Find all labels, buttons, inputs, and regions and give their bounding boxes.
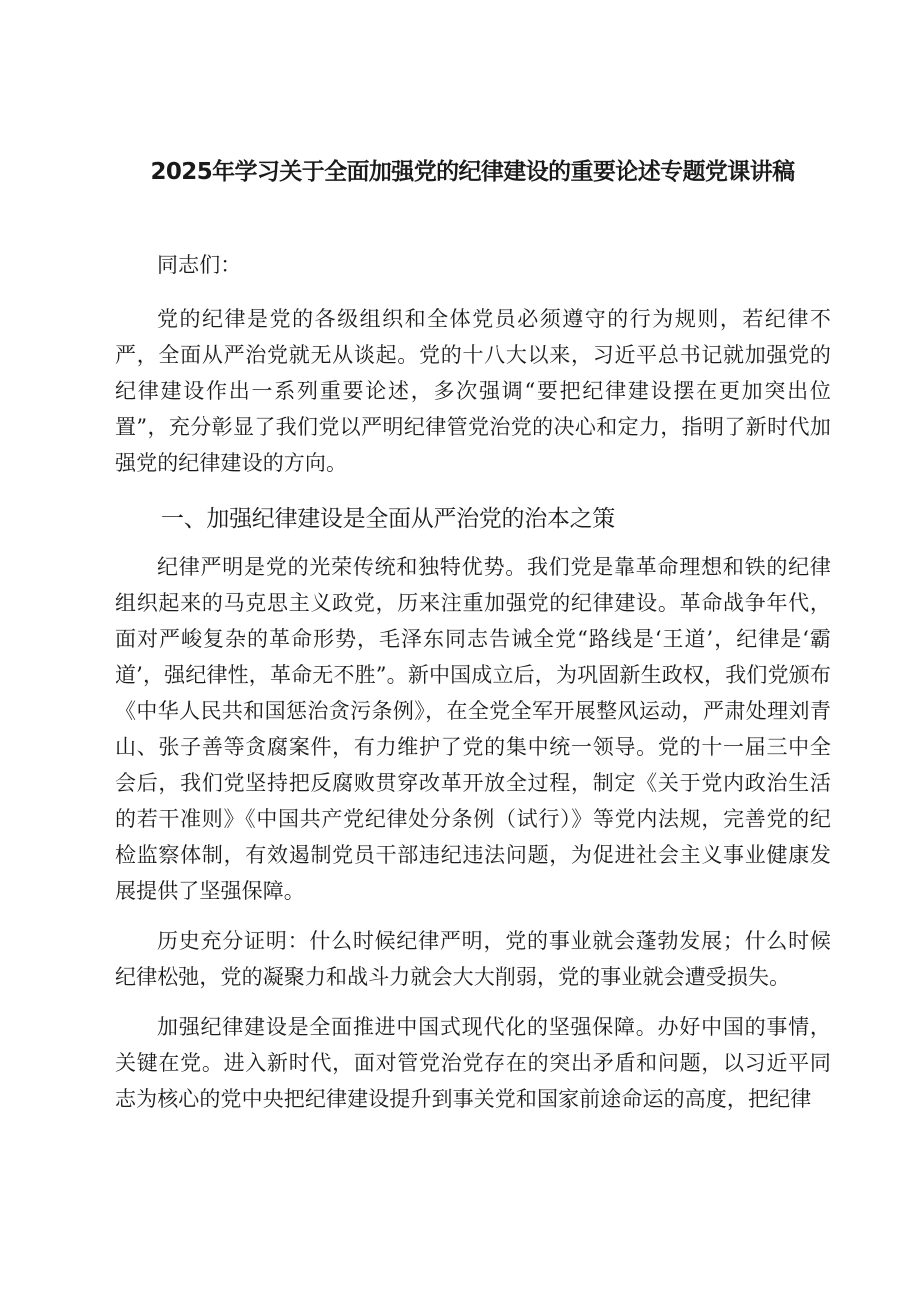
body-paragraph: 纪律严明是党的光荣传统和独特优势。我们党是靠革命理想和铁的纪律组织起来的马克思主义政党，历来注重加强党的纪律建设。革命战争年代，面对严峻复杂的革命形势，毛泽东同志告诫全党“路线是‘王道’，纪律是‘霸道’，强纪律性，革命无不胜”。新中国成立后，为巩固新生政权，我们党颁布《中华人民共和国惩治贪污条例》，在全党全军开展整风运动，严肃处理刘青山、张子善等贪腐案件，有力维护了党的集中统一领导。党的十一届三中全会后，我们党坚持把反腐败贯穿改革开放全过程，制定《关于党内政治生活的若干准则》《中国共产党纪律处分条例（试行）》等党内法规，完善党的纪检监察体制，有效遏制党员干部违纪违法问题，为促进社会主义事业健康发展提供了坚强保障。 [115,555,831,903]
document-body [115,247,831,1135]
body-paragraph: 加强纪律建设是全面推进中国式现代化的坚强保障。办好中国的事情，关键在党。进入新时代，面对管党治党存在的突出矛盾和问题，以习近平同志为核心的党中央把纪律建设提升到事关党和国家前途命运的高度，把纪律 [115,1015,831,1111]
section-heading: 一、加强纪律建设是全面从严治党的治本之策 [161,506,616,532]
body-paragraph: 历史充分证明：什么时候纪律严明，党的事业就会蓬勃发展；什么时候纪律松弛，党的凝聚力和战斗力就会大大削弱，党的事业就会遭受损失。 [115,929,831,989]
salutation: 同志们： [157,253,242,277]
intro-paragraph: 党的纪律是党的各级组织和全体党员必须遵守的行为规则，若纪律不严，全面从严治党就无从谈起。党的十八大以来，习近平总书记就加强党的纪律建设作出一系列重要论述，多次强调“要把纪律建设摆在更加突出位置”，充分彰显了我们党以严明纪律管党治党的决心和定力，指明了新时代加强党的纪律建设的方向。 [115,307,831,475]
document-title: 2025年学习关于全面加强党的纪律建设的重要论述专题党课讲稿 [150,159,795,185]
